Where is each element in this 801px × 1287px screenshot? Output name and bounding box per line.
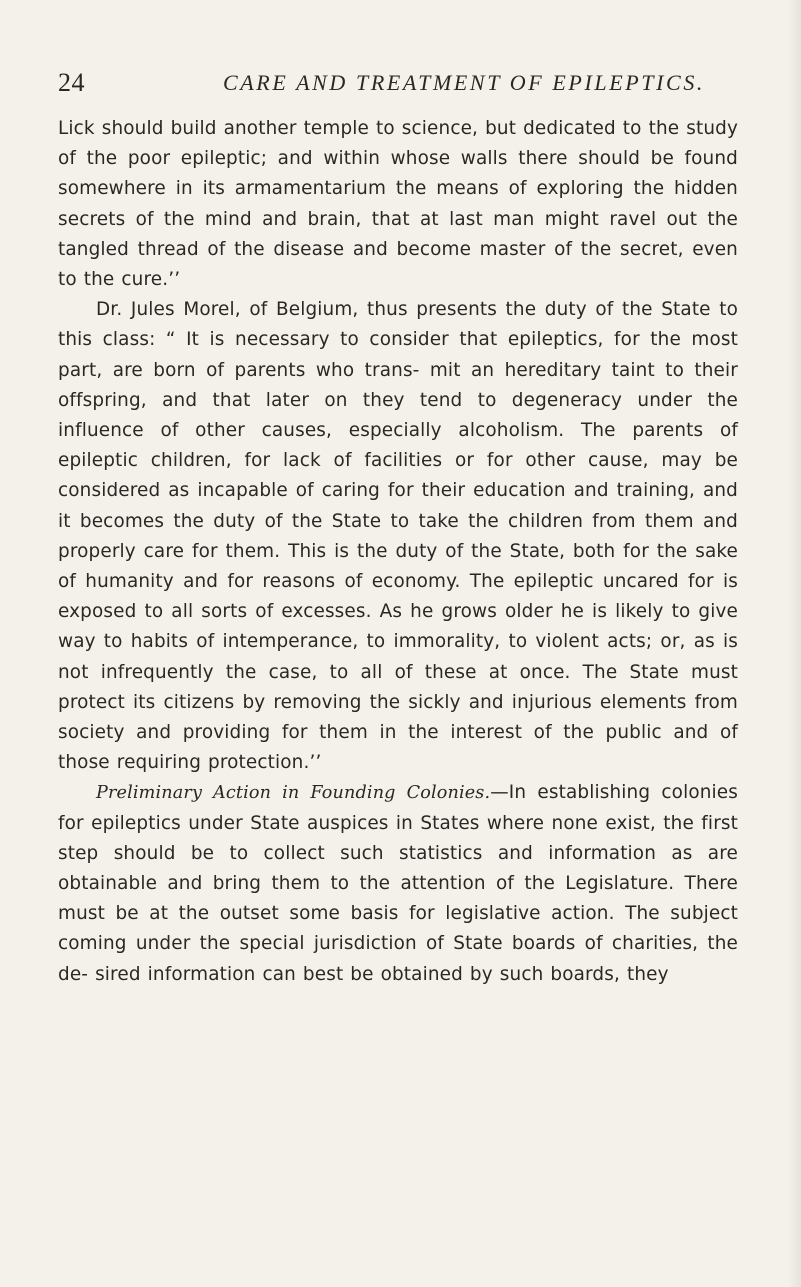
body-text xyxy=(58,114,738,990)
paragraph-1: Lick should build another temple to science, but dedicated to the study of the poor epileptic; and within whose walls there should be found somewhere in its armamentarium the means of exploring the hidden secrets of the mind and brain, that at last man might ravel out the tangled thread of the disease and become master of the secret, even to the cure.’’ xyxy=(58,118,738,291)
paragraph-3 xyxy=(58,778,738,989)
paragraph-3-text: —In establishing colonies for epileptics under State auspices in States where none exist, the first step should be to collect such statistics and information as are obtainable and bring them to the attention of the Legislature. There must be at the outset some basis for legislative action. The subject coming under the special jurisdiction of State boards of charities, the de- sired information can best be obtained by such boards, they xyxy=(58,782,738,985)
section-heading-italic: Preliminary Action in Founding Colonies. xyxy=(96,783,491,804)
page-header xyxy=(58,66,738,100)
paragraph-2: Dr. Jules Morel, of Belgium, thus presents the duty of the State to this class: “ It is necessary to consider that epileptics, for the most part, are born of parents who trans- mit an hereditary taint to their offspring, and that later on they tend to degeneracy under the influence of other causes, especially alcoholism. The parents of epileptic children, for lack of facilities or for other cause, may be considered as incapable of caring for their education and training, and it becomes the duty of the State to take the children from them and properly care for them. This is the duty of the State, both for the sake of humanity and for reasons of economy. The epileptic uncared for is exposed to all sorts of excesses. As he grows older he is likely to give way to habits of intemperance, to immorality, to violent acts; or, as is not infrequently the case, to all of these at once. The State must protect its citizens by removing the sickly and injurious elements from society and providing for them in the interest of the public and of those requiring protection.’’ xyxy=(58,299,738,774)
page-edge-shadow xyxy=(787,0,801,1287)
running-head: CARE AND TREATMENT OF EPILEPTICS. xyxy=(223,70,706,95)
page-number: 24 xyxy=(58,68,85,97)
